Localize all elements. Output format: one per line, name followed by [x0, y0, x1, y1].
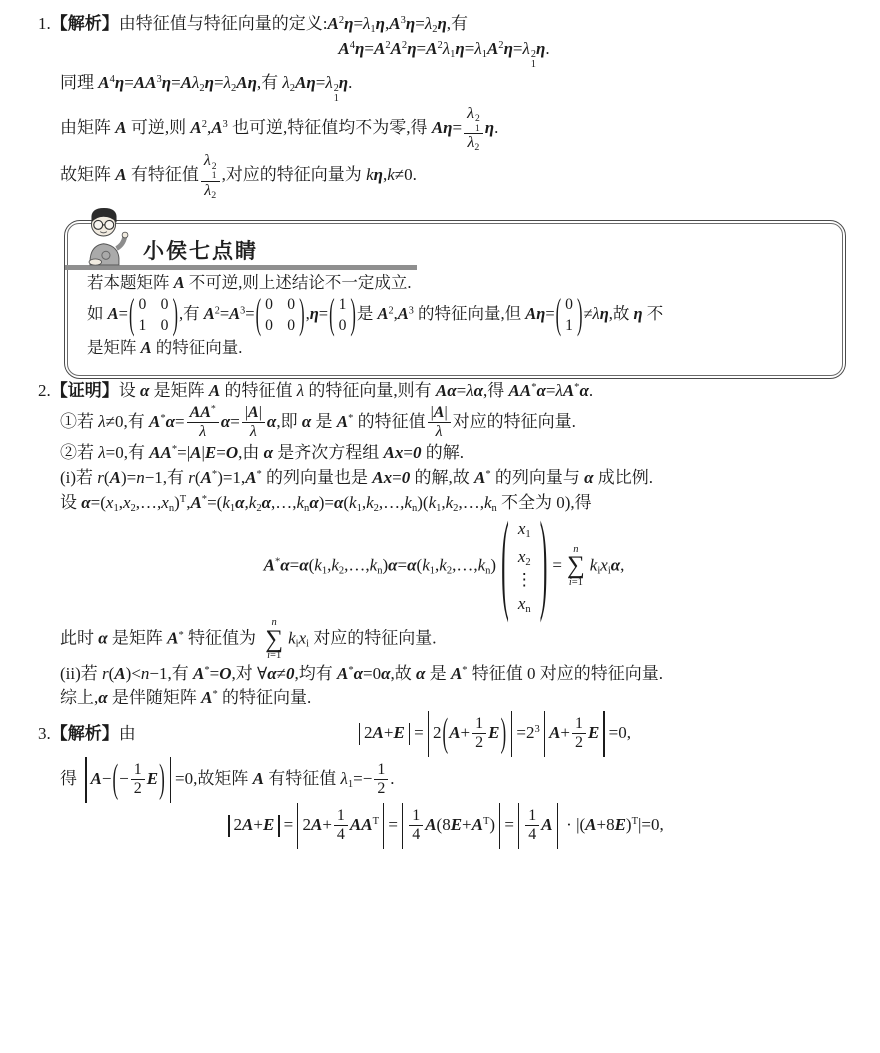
solution2-setup-line: 设 $\alpha=(x_1,x_2,\dots,x_n)^T,A^*=(k_1\alpha,k_2\alpha,\dots,k_n\alpha)=\alpha(k_1,k_2,\dots,k_n)(k_1,k_2,\dots,k_n$ 不全为 0),得	[60, 492, 592, 514]
solution2-case2-line: ②若 λ=0,有 AA*=|A|E=O,由 α 是齐次方程组 Ax=0 的解.	[60, 443, 464, 463]
solution3-equation1: 2A+E = 2(A+ $\frac{1}{2}$ $E) =2^3$ A+ $\frac{1}{2}$ E =0,	[136, 711, 850, 757]
solution2-conclusion-i-line: 此时 α 是矩阵 A* 特征值为 n ∑ i=1 $k_ix_i$ 对应的特征向量.	[60, 617, 437, 662]
solution2-subcase-i-line: (i)若 r(A)=n−1,有 r(A*)=1,A* 的列向量也是 Ax=0 的解,故 A* 的列向量与 α 成比例.	[60, 467, 653, 487]
solution2-subcase-ii-line: (ii)若 r(A)<n−1,有 A*=O,对 ∀α≠0,均有 A*α=0α,故 α 是 A* 特征值 0 对应的特征向量.	[60, 663, 664, 683]
solution2-line1: 2.【证明】设 α 是矩阵 A 的特征值 λ 的特征向量,则有 Aα=λα,得 AA*α=λA*α.	[38, 380, 594, 400]
callout-line3: 是矩阵 A 的特征向量.	[87, 338, 243, 358]
tip-callout-box	[64, 220, 846, 379]
callout-title: 小侯七点睛	[143, 240, 258, 264]
solution1-line2: 同理 $A^4\eta=AA^3\eta=A\lambda_2\eta=\lambda_2A\eta$,有 $\lambda_2A\eta=\lambda$ 2 1 η.	[60, 72, 353, 105]
solution1-line3: 由矩阵 A 可逆,则 $A^2,A^3$ 也可逆,特征值均不为零,得 Aη= λ 2 1 $\lambda_2$ η.	[60, 104, 499, 153]
callout-line1: 若本题矩阵 A 不可逆,则上述结论不一定成立.	[87, 273, 412, 293]
callout-line2: 如 A= ( 0 0 1 0 ) ,有 $A^2=A^3=$ ( 0 0 0 0 ) ,η= ( 1 0 ) 是 $A^2,A^3$ 的特征向量,但 Aη= ( 0 1 ) ≠λη,故 η 不	[87, 289, 664, 338]
solution3-line1	[38, 711, 850, 757]
solution1-line4: 故矩阵 A 有特征值 λ 2 1 $\lambda_2$ ,对应的特征向量为 kη,k≠0.	[60, 152, 417, 201]
solution1-line1: 1.【解析】由特征值与特征向量的定义$:A^2\eta=\lambda_1\eta,A^3\eta=\lambda_2\eta$,有	[38, 14, 469, 35]
solution2-case1-line: ①若 λ≠0,有 A*α= $\frac{AA^*}{\lambda}$ α= $\frac{|A|}{\lambda}$ α,即 α 是 A* 的特征值 $\frac{|A|}{\lambda}$ 对应的特征向量.	[60, 403, 576, 440]
mascot-avatar-icon	[77, 205, 131, 272]
solution1-display-equation: $A^4\eta=A^2A^2\eta=A^2\lambda_1\eta=\lambda_1A^2\eta=\lambda$ 2 1 η.	[338, 38, 550, 71]
solution3-label: 3.【解析】由	[38, 723, 136, 743]
solution3-line2: 得 A−(− $\frac{1}{2}$ E) =0,故矩阵 A 有特征值 $\lambda_1=-$ $\frac{1}{2}$ .	[38, 757, 850, 803]
solution2-display-equation: $A^*\alpha=\alpha(k_1,k_2,\dots,k_n)\alpha=\alpha(k_1,k_2,\dots,k_n)$ ( $x_1$ $x_2$ ⋮ $x_n$ ) = n ∑ i=1 $k_ix_i\alpha$,	[263, 500, 625, 624]
solution2-summary-line: 综上,α 是伴随矩阵 A* 的特征向量.	[60, 688, 312, 708]
solution3-equation2: 2A+E = 2A+ $\frac{1}{4}$ $AA^T$ = $\frac{1}{4}$ $A(8E+A^T)$ = $\frac{1}{4}$ $A \cdot |(A+8E)^T|=0$,	[38, 803, 850, 849]
